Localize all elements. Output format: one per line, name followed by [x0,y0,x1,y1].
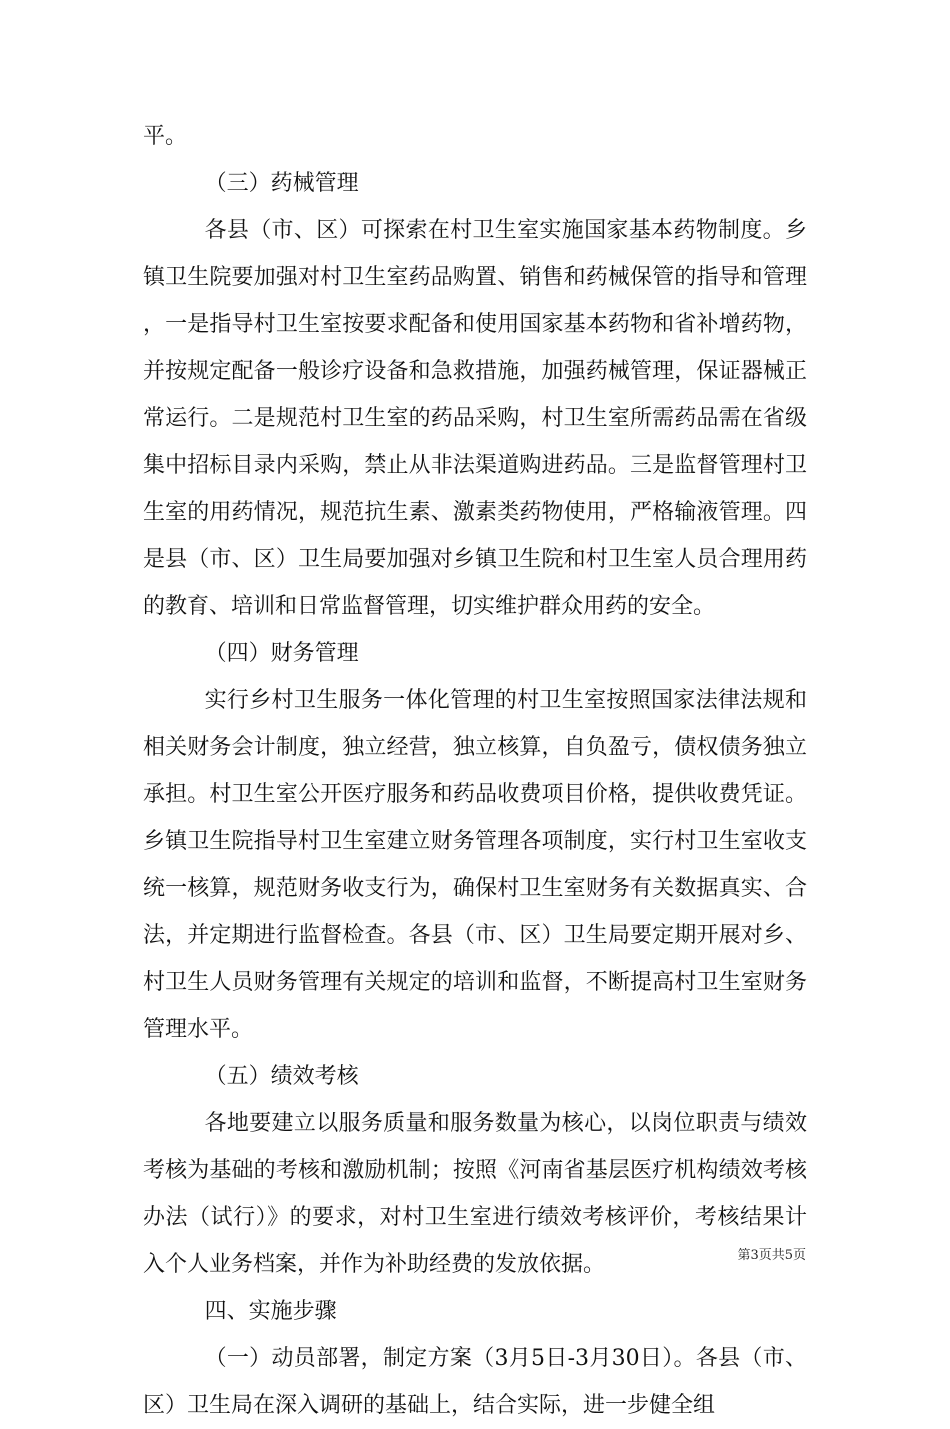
document-body [143,113,807,1429]
section-heading-finance-management: （四）财务管理 [204,641,359,666]
paragraph-implementation-step-one: （一）动员部署，制定方案（3月5日-3月30日）。各县（市、区）卫生局在深入调研的基础上，结合实际，进一步健全组 [143,1346,807,1418]
paragraph-drug-management: 各县（市、区）可探索在村卫生室实施国家基本药物制度。乡镇卫生院要加强对村卫生室药品购置、销售和药械保管的指导和管理，一是指导村卫生室按要求配备和使用国家基本药物和省补增药物，并按规定配备一般诊疗设备和急救措施，加强药械管理，保证器械正常运行。二是规范村卫生室的药品采购，村卫生室所需药品需在省级集中招标目录内采购，禁止从非法渠道购进药品。三是监督管理村卫生室的用药情况，规范抗生素、激素类药物使用，严格输液管理。四是县（市、区）卫生局要加强对乡镇卫生院和村卫生室人员合理用药的教育、培训和日常监督管理，切实维护群众用药的安全。 [143,218,807,619]
section-heading-drug-management: （三）药械管理 [204,171,359,196]
section-heading-performance-assessment: （五）绩效考核 [204,1064,359,1089]
section-heading-implementation-steps: 四、实施步骤 [204,1299,337,1324]
paragraph-performance-assessment: 各地要建立以服务质量和服务数量为核心，以岗位职责与绩效考核为基础的考核和激励机制；按照《河南省基层医疗机构绩效考核办法（试行）》的要求，对村卫生室进行绩效考核评价，考核结果计入个人业务档案，并作为补助经费的发放依据。 [143,1111,807,1277]
paragraph-finance-management: 实行乡村卫生服务一体化管理的村卫生室按照国家法律法规和相关财务会计制度，独立经营，独立核算，自负盈亏，债权债务独立承担。村卫生室公开医疗服务和药品收费项目价格，提供收费凭证。乡镇卫生院指导村卫生室建立财务管理各项制度，实行村卫生室收支统一核算，规范财务收支行为，确保村卫生室财务有关数据真实、合法，并定期进行监督检查。各县（市、区）卫生局要定期开展对乡、村卫生人员财务管理有关规定的培训和监督，不断提高村卫生室财务管理水平。 [143,688,807,1042]
paragraph-continuation: 平。 [143,124,188,149]
page-number-footer: 第3页共5页 [737,1248,806,1263]
